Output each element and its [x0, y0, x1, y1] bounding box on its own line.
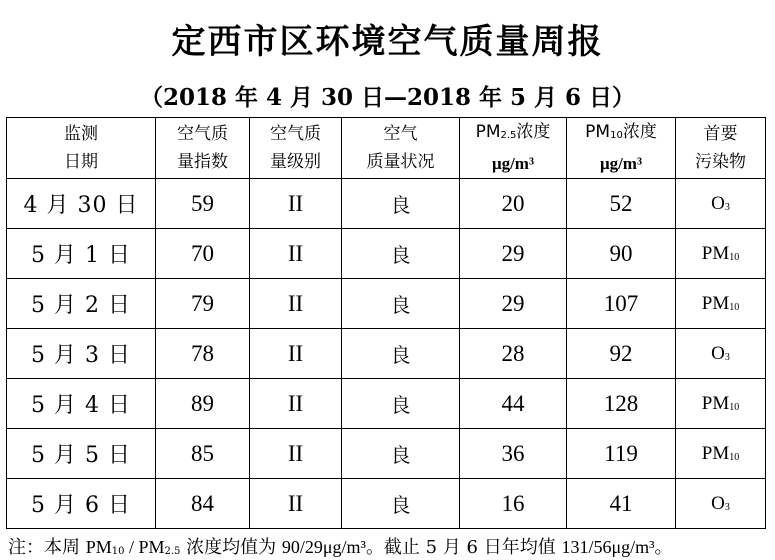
cell-date: 5 月 6 日 — [7, 479, 156, 529]
cell-date: 5 月 5 日 — [7, 429, 156, 479]
header-pm25: $PM_{2.5}$浓度 μg/m³ — [460, 118, 567, 179]
cell-aqi: 59 — [156, 179, 250, 229]
report-period: （2018 年 4 月 30 日—2018 年 5 月 6 日） — [139, 84, 636, 111]
cell-pollutant: $O_3$ — [676, 479, 766, 529]
table-header-row — [7, 118, 766, 179]
cell-level: II — [250, 179, 342, 229]
cell-aqi: 89 — [156, 379, 250, 429]
cell-quality: 良 — [342, 479, 460, 529]
table-row — [7, 279, 766, 329]
cell-pm10: 90 — [567, 229, 676, 279]
cell-pm25: 44 — [460, 379, 567, 429]
cell-pm25: 28 — [460, 329, 567, 379]
annual-average: 131/56μg/m³ — [561, 537, 655, 557]
table-row — [7, 179, 766, 229]
cell-pollutant: $PM_{10}$ — [676, 279, 766, 329]
cell-pollutant: $O_3$ — [676, 329, 766, 379]
cell-date: 4 月 30 日 — [7, 179, 156, 229]
footnote: 注：本周 $PM_{10} / PM_{2.5}$ 浓度均值为 90/29μg/m³。截止 5 月 6 日年均值 131/56μg/m³。 — [8, 537, 673, 558]
cell-aqi: 84 — [156, 479, 250, 529]
cell-quality: 良 — [342, 429, 460, 479]
cell-pm10: 107 — [567, 279, 676, 329]
report-title: 定西市区环境空气质量周报 — [171, 22, 604, 62]
cell-quality: 良 — [342, 329, 460, 379]
cell-pollutant: $O_3$ — [676, 179, 766, 229]
cell-pm25: 29 — [460, 229, 567, 279]
header-date: 监测 日期 — [7, 118, 156, 179]
header-aqi: 空气质 量指数 — [156, 118, 250, 179]
header-pm10: $PM_{10}$浓度 μg/m³ — [567, 118, 676, 179]
cell-level: II — [250, 479, 342, 529]
cell-pm10: 128 — [567, 379, 676, 429]
cell-pollutant: $PM_{10}$ — [676, 229, 766, 279]
cell-level: II — [250, 379, 342, 429]
header-level: 空气质 量级别 — [250, 118, 342, 179]
cell-date: 5 月 1 日 — [7, 229, 156, 279]
cell-pollutant: $PM_{10}$ — [676, 379, 766, 429]
table-row — [7, 429, 766, 479]
cell-date: 5 月 4 日 — [7, 379, 156, 429]
cell-quality: 良 — [342, 379, 460, 429]
cell-date: 5 月 3 日 — [7, 329, 156, 379]
cell-aqi: 70 — [156, 229, 250, 279]
cell-quality: 良 — [342, 279, 460, 329]
cell-level: II — [250, 329, 342, 379]
cell-pm25: 36 — [460, 429, 567, 479]
cell-pm25: 20 — [460, 179, 567, 229]
cell-level: II — [250, 279, 342, 329]
cell-pm10: 52 — [567, 179, 676, 229]
cell-pollutant: $PM_{10}$ — [676, 429, 766, 479]
cell-quality: 良 — [342, 179, 460, 229]
table-row — [7, 379, 766, 429]
cell-aqi: 85 — [156, 429, 250, 479]
cell-quality: 良 — [342, 229, 460, 279]
cell-pm25: 29 — [460, 279, 567, 329]
cell-date: 5 月 2 日 — [7, 279, 156, 329]
cell-pm10: 119 — [567, 429, 676, 479]
header-pollutant: 首要 污染物 — [676, 118, 766, 179]
table-row — [7, 229, 766, 279]
cell-aqi: 79 — [156, 279, 250, 329]
air-quality-table — [6, 117, 766, 529]
header-status: 空气 质量状况 — [342, 118, 460, 179]
cell-aqi: 78 — [156, 329, 250, 379]
cell-pm25: 16 — [460, 479, 567, 529]
table-row — [7, 479, 766, 529]
cell-level: II — [250, 429, 342, 479]
cell-pm10: 41 — [567, 479, 676, 529]
cell-pm10: 92 — [567, 329, 676, 379]
table-row — [7, 329, 766, 379]
weekly-average: 90/29μg/m³ — [281, 537, 366, 557]
cell-level: II — [250, 229, 342, 279]
